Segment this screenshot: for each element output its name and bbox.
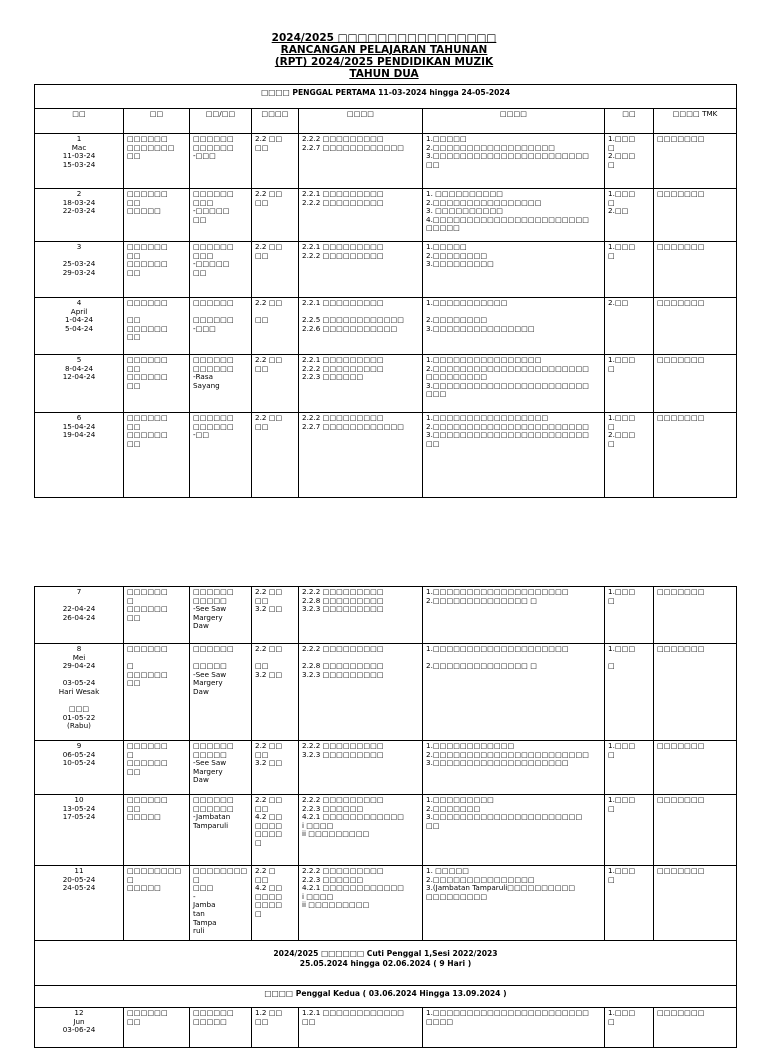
term1-header: □□□□ PENGGAL PERTAMA 11-03-2024 hingga 24-05-2024 [35,85,737,109]
topic-cell: □□□□□□ □□□□□ [190,1008,252,1048]
activity-cell: 1.□□□□□□□□□□□□□□□□□ 2.□□□□□□□□□□□□□□□□□□□□□□□ 3.□□□□□□□□□□□□□□□□□□□□□□□ □□ [423,413,605,498]
activity-cell: 1.□□□□□□□□□□□□□□□□□□□□□□□ □□□□ [423,1008,605,1048]
note-cell: 1.□□□ □ 2.□□□ □ [605,134,654,189]
unit-cell: □□□□□□ □□ □□□□□□ □□ [124,298,190,355]
week-cell: 4 April 1-04-24 5-04-24 [35,298,124,355]
content-standard-cell: 1.2 □□ □□ [252,1008,299,1048]
table-row [35,242,737,298]
table-row [35,587,737,644]
rpt-table-term1-continued [34,586,737,1048]
week-cell: 12 Jun 03-06-24 [35,1008,124,1048]
content-standard-cell: 2.2 □□ □□ [252,242,299,298]
col-header-topic: □□/□□ [190,109,252,134]
topic-cell: □□□□□□ □□□□□□ -□□□ [190,298,252,355]
tmk-cell: □□□□□□□ [654,644,737,741]
activity-cell: 1. □□□□□□□□□□ 2.□□□□□□□□□□□□□□□□ 3. □□□□□□□□□□ 4.□□□□□□□□□□□□□□□□□□□□□□□ □□□□□ [423,189,605,242]
learning-standard-cell: 2.2.2 □□□□□□□□□ 2.2.7 □□□□□□□□□□□□ [299,413,423,498]
learning-standard-cell: 1.2.1 □□□□□□□□□□□□ □□ [299,1008,423,1048]
col-header-learning-standard: □□□□ [299,109,423,134]
content-standard-cell: 2.2 □□ □□ [252,355,299,413]
col-header-tmk: □□□□ TMK [654,109,737,134]
tmk-cell: □□□□□□□ [654,298,737,355]
note-cell: 1.□□□ □ 2.□□□ □ [605,413,654,498]
note-cell: 1.□□□ □ [605,795,654,866]
learning-standard-cell: 2.2.1 □□□□□□□□□ 2.2.5 □□□□□□□□□□□□ 2.2.6 □□□□□□□□□□□ [299,298,423,355]
unit-cell: □□□□□□ □ □□□□□□ □□ [124,587,190,644]
week-cell: 3 25-03-24 29-03-24 [35,242,124,298]
tmk-cell: □□□□□□□ [654,795,737,866]
table-row [35,134,737,189]
activity-cell: 1.□□□□□ 2.□□□□□□□□□□□□□□□□□□ 3.□□□□□□□□□□□□□□□□□□□□□□□ □□ [423,134,605,189]
topic-cell: □□□□□□ □□□□□□ -□□□ [190,134,252,189]
unit-cell: □□□□□□ □ □□□□□□ □□ [124,741,190,795]
col-header-content-standard: □□□□ [252,109,299,134]
tmk-cell: □□□□□□□ [654,134,737,189]
col-header-note: □□ [605,109,654,134]
content-standard-cell: 2.2 □ □□ 4.2 □□ □□□□ □□□□ □ [252,866,299,941]
topic-cell: □□□□□□ □□□ -□□□□□ □□ [190,242,252,298]
holiday-line-2: 25.05.2024 hingga 02.06.2024 ( 9 Hari ) [299,959,472,968]
week-cell: 5 8-04-24 12-04-24 [35,355,124,413]
tmk-cell: □□□□□□□ [654,242,737,298]
topic-cell: □□□□□□ □□□□□ -See Saw Margery Daw [190,587,252,644]
unit-cell: □□□□□□ □□□□□□□ □□ [124,134,190,189]
note-cell: 1.□□□ □ [605,866,654,941]
topic-cell: □□□□□□ □□□□□□ -□□ [190,413,252,498]
title-line-2: RANCANGAN PELAJARAN TAHUNAN [280,44,488,56]
activity-cell: 1.□□□□□□□□□ 2.□□□□□□□ 3.□□□□□□□□□□□□□□□□□□□□□□ □□ [423,795,605,866]
rpt-table-term1 [34,84,737,498]
tmk-cell: □□□□□□□ [654,587,737,644]
topic-cell: □□□□□□ □□□ -□□□□□ □□ [190,189,252,242]
content-standard-cell: 2.2 □□ □□ [252,298,299,355]
activity-cell: 1. □□□□□ 2.□□□□□□□□□□□□□□□ 3.(Jambatan Tamparuli□□□□□□□□□□ □□□□□□□□□ [423,866,605,941]
activity-cell: 1.□□□□□ 2.□□□□□□□□ 3.□□□□□□□□□ [423,242,605,298]
week-cell: 7 22-04-24 26-04-24 [35,587,124,644]
learning-standard-cell: 2.2.2 □□□□□□□□□ 3.2.3 □□□□□□□□□ [299,741,423,795]
note-cell: 1.□□□ □ [605,242,654,298]
holiday-row [35,941,737,986]
content-standard-cell: 2.2 □□ □□ 3.2 □□ [252,587,299,644]
topic-cell: □□□□□□ □□□□□ -See Saw Margery Daw [190,741,252,795]
tmk-cell: □□□□□□□ [654,741,737,795]
unit-cell: □□□□□□ □□ □□□□□ [124,795,190,866]
tmk-cell: □□□□□□□ [654,355,737,413]
topic-cell: □□□□□□ □□□□□ -See Saw Margery Daw [190,644,252,741]
activity-cell: 1.□□□□□□□□□□□□□□□□ 2.□□□□□□□□□□□□□□□□□□□□□□□ □□□□□□□□□ 3.□□□□□□□□□□□□□□□□□□□□□□□ □□□ [423,355,605,413]
topic-cell: □□□□□□ □□□□□□ -Rasa Sayang [190,355,252,413]
learning-standard-cell: 2.2.2 □□□□□□□□□ 2.2.3 □□□□□□ 4.2.1 □□□□□□□□□□□□ i □□□□ ii □□□□□□□□□ [299,866,423,941]
holiday-line-1: 2024/2025 □□□□□□ Cuti Penggal 1,Sesi 2022/2023 [273,949,498,958]
col-header-unit: □□ [124,109,190,134]
week-cell: 2 18-03-24 22-03-24 [35,189,124,242]
table-row [35,413,737,498]
unit-cell: □□□□□□□□□ □□□□□ [124,866,190,941]
note-cell: 1.□□□ □ [605,644,654,741]
activity-cell: 1.□□□□□□□□□□□□ 2.□□□□□□□□□□□□□□□□□□□□□□□ 3.□□□□□□□□□□□□□□□□□□□□ [423,741,605,795]
table-row [35,741,737,795]
table-row [35,866,737,941]
content-standard-cell: 2.2 □□ □□ 3.2 □□ [252,741,299,795]
tmk-cell: □□□□□□□ [654,1008,737,1048]
table-row [35,355,737,413]
week-cell: 11 20-05-24 24-05-24 [35,866,124,941]
unit-cell: □□□□□□ □□ □□□□□□ □□ [124,413,190,498]
week-cell: 8 Mei 29-04-24 03-05-24 Hari Wesak □□□ 01-05-22 (Rabu) [35,644,124,741]
learning-standard-cell: 2.2.1 □□□□□□□□□ 2.2.2 □□□□□□□□□ 2.2.3 □□□□□□ [299,355,423,413]
content-standard-cell: 2.2 □□ □□ 4.2 □□ □□□□ □□□□ □ [252,795,299,866]
table-row [35,795,737,866]
topic-cell: □□□□□□ □□□□□□ -Jambatan Tamparuli [190,795,252,866]
learning-standard-cell: 2.2.2 □□□□□□□□□ 2.2.7 □□□□□□□□□□□□ [299,134,423,189]
table-row [35,1008,737,1048]
learning-standard-cell: 2.2.2 □□□□□□□□□ 2.2.8 □□□□□□□□□ 3.2.3 □□□□□□□□□ [299,644,423,741]
content-standard-cell: 2.2 □□ □□ 3.2 □□ [252,644,299,741]
note-cell: 1.□□□ □ [605,355,654,413]
table-row [35,644,737,741]
week-cell: 1 Mac 11-03-24 15-03-24 [35,134,124,189]
activity-cell: 1.□□□□□□□□□□□□□□□□□□□□ 2.□□□□□□□□□□□□□□ □ [423,587,605,644]
learning-standard-cell: 2.2.1 □□□□□□□□□ 2.2.2 □□□□□□□□□ [299,242,423,298]
col-header-week: □□ [35,109,124,134]
week-cell: 9 06-05-24 10-05-24 [35,741,124,795]
column-header-row [35,109,737,134]
activity-cell: 1.□□□□□□□□□□□ 2.□□□□□□□□ 3.□□□□□□□□□□□□□□□ [423,298,605,355]
tmk-cell: □□□□□□□ [654,866,737,941]
title-line-1: 2024/2025 □□□□□□□□□□□□□□□□ [271,32,497,44]
content-standard-cell: 2.2 □□ □□ [252,134,299,189]
week-cell: 6 15-04-24 19-04-24 [35,413,124,498]
topic-cell: □□□□□□□□□ □□□ - Jamba tan Tampa ruli [190,866,252,941]
learning-standard-cell: 2.2.1 □□□□□□□□□ 2.2.2 □□□□□□□□□ [299,189,423,242]
content-standard-cell: 2.2 □□ □□ [252,413,299,498]
table-row [35,189,737,242]
content-standard-cell: 2.2 □□ □□ [252,189,299,242]
activity-cell: 1.□□□□□□□□□□□□□□□□□□□□ 2.□□□□□□□□□□□□□□ □ [423,644,605,741]
unit-cell: □□□□□□ □□ □□□□□ [124,189,190,242]
title-line-3: (RPT) 2024/2025 PENDIDIKAN MUZIK [274,56,494,68]
term2-header: □□□□ Penggal Kedua ( 03.06.2024 Hingga 13.09.2024 ) [35,986,737,1008]
table-row [35,298,737,355]
col-header-activity: □□□□ [423,109,605,134]
note-cell: 2.□□ [605,298,654,355]
unit-cell: □□□□□□ □□ □□□□□□ □□ [124,355,190,413]
title-line-4: TAHUN DUA [349,68,419,80]
unit-cell: □□□□□□ □□ □□□□□□ □□ [124,242,190,298]
note-cell: 1.□□□ □ [605,1008,654,1048]
note-cell: 1.□□□ □ [605,741,654,795]
note-cell: 1.□□□ □ [605,587,654,644]
learning-standard-cell: 2.2.2 □□□□□□□□□ 2.2.8 □□□□□□□□□ 3.2.3 □□□□□□□□□ [299,587,423,644]
document-title [0,32,768,80]
learning-standard-cell: 2.2.2 □□□□□□□□□ 2.2.3 □□□□□□ 4.2.1 □□□□□□□□□□□□ i □□□□ ii □□□□□□□□□ [299,795,423,866]
tmk-cell: □□□□□□□ [654,189,737,242]
unit-cell: □□□□□□ □□ [124,1008,190,1048]
unit-cell: □□□□□□ □ □□□□□□ □□ [124,644,190,741]
holiday-notice [35,941,737,986]
note-cell: 1.□□□ □ 2.□□ [605,189,654,242]
week-cell: 10 13-05-24 17-05-24 [35,795,124,866]
tmk-cell: □□□□□□□ [654,413,737,498]
